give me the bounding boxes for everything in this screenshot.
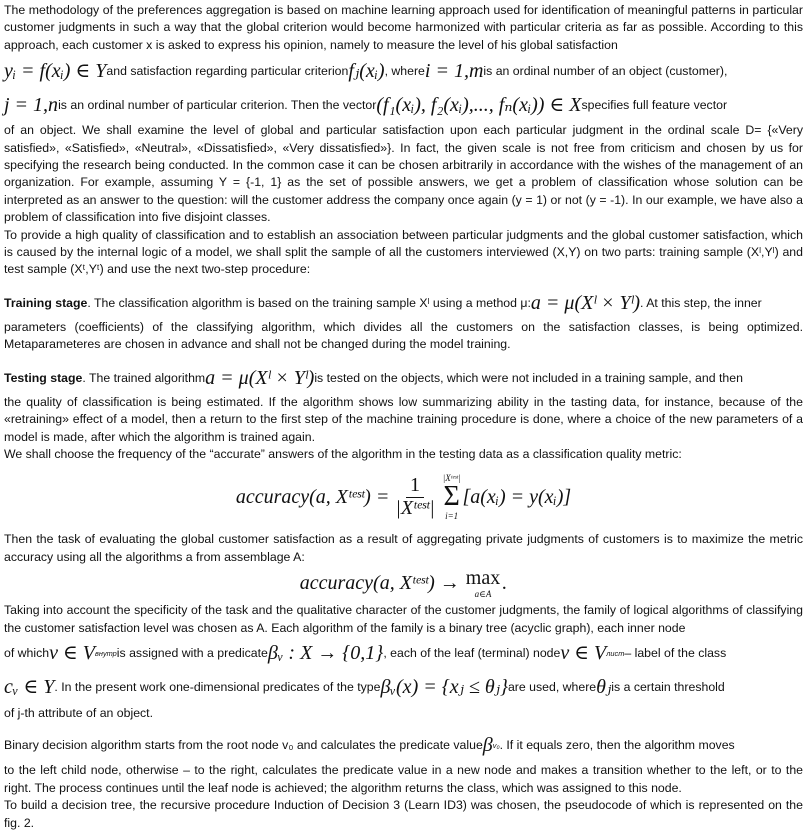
max-label: max (465, 567, 501, 590)
max-operator (466, 568, 500, 600)
equation-maximize (4, 566, 803, 602)
text-fragment: specifies full feature vector (581, 97, 728, 112)
paragraph-logical-algorithms: Taking into account the specificity of the task and the qualitative character of the customer judgments, the family of logical algorithms of classifying the customer satisfaction level was chosen as A. Each algorithm of the family is a binary tree (acyclic graph), each inner node (4, 603, 803, 635)
paragraph-tree-traversal: to the left child node, otherwise – to the right, calculates the predicate value in a new node and makes a transition whether to the left, or to the right. The process continues until the leaf node is achieved; the algorithm returns the class, which was assigned to this node. (4, 763, 803, 795)
text-fragment: is an ordinal number of particular criterion. Then the vector (58, 97, 377, 112)
paragraph-id3: To build a decision tree, the recursive procedure Induction of Decision 3 (Learn ID3) was chosen, the pseudocode of which is represented on the fig. 2. (4, 798, 803, 830)
summation-body: [a(xᵢ) = y(xᵢ)] (462, 485, 572, 508)
formula-index-j: j = 1,n (4, 93, 59, 116)
text-fragment: . At this step, the inner (640, 296, 762, 311)
formula-threshold-predicate: βᵥ(x) = {xⱼ ≤ θⱼ} (380, 676, 508, 699)
subscript-leaf: лист (606, 649, 625, 659)
summation-sigma: Σ (443, 481, 460, 513)
text-fragment: is tested on the objects, which were not included in a training sample, and then (314, 370, 743, 385)
formula-class-label: cᵥ ∈ Y (4, 676, 55, 699)
heading-training-stage: Training stage (4, 296, 88, 311)
formula-training-method: a = μ(Xˡ × Yˡ) (530, 292, 641, 315)
paragraph-sample-split: To provide a high quality of classification and to establish an association between particular judgments and the global customer satisfaction, which is caused by the internal logic of a model, we shall split the sample of all the customers interviewed (X,Y) on two parts: training sample (Xˡ,Yˡ) and test sample (Xᵗ,Yᵗ) and use the next two-step procedure: (4, 227, 803, 277)
text-fragment: is assigned with a predicate (116, 646, 268, 661)
max-subscript: a∈A (474, 589, 492, 600)
line-feature-vector (4, 88, 803, 122)
formula-predicate: βᵥ : X → {0,1} (267, 642, 384, 665)
fraction-denominator: |Xᵗᵉˢᵗ| (395, 496, 435, 519)
formula-inner-node: v ∈ V (49, 642, 96, 665)
paragraph-metric-choice: We shall choose the frequency of the “accurate” answers of the algorithm in the testing data as a classification quality metric: (4, 446, 682, 461)
formula-theta: θⱼ (596, 676, 612, 699)
line-jth-attribute: of j-th attribute of an object. (4, 705, 154, 720)
equation-maximize-lhs: accuracy(a, Xᵗᵉˢᵗ) → (299, 572, 460, 595)
formula-trained-algorithm: a = μ(Xˡ × Yˡ) (205, 366, 315, 389)
formula-feature-vector: (f₁(xᵢ), f₂(xᵢ),..., fₙ(xᵢ)) ∈ X (376, 93, 582, 116)
paragraph-maximize-metric: Then the task of evaluating the global customer satisfaction as a result of aggregating private judgments of customers is to maximize the metric accuracy using all the algorithms a from assemblage A: (4, 532, 803, 564)
text-fragment: is an ordinal number of an object (customer), (483, 63, 728, 78)
line-inner-node (4, 637, 803, 671)
equation-end: . (502, 572, 508, 595)
equation-fraction (395, 474, 435, 519)
formula-particular-criterion: fⱼ(xᵢ) (348, 59, 385, 82)
text-fragment: , each of the leaf (terminal) node (383, 646, 561, 661)
equation-accuracy-lhs: accuracy(a, Xᵗᵉˢᵗ) = (235, 485, 390, 508)
equation-accuracy (4, 463, 803, 531)
formula-root-predicate: β (482, 733, 493, 756)
summation-upper-limit: |Xᵗᵉˢᵗ| (442, 473, 461, 484)
text-fragment: . In the present work one-dimensional predicates of the type (54, 680, 381, 695)
paragraph-ordinal-scale: of an object. We shall examine the level of global and particular satisfaction upon each particular judgment in the ordinal scale D= {«Very satisfied», «Satisfied», «Neutral», «Dissatisfied», «Very dissatisfied»}. In fact, the given scale is not free from criticism and chosen by us for specifying the research being conducted. In the common case it can be chosen arbitrarily in accordance with the wishes of the management of an organization. For example, assuming Y = {-1, 1} as the set of possible answers, we get a problem of classification whose solution can be interpreted as an answer to the question: will the customer address the company once again (y = 1) or not (y = -1). In our example, we have also a problem of classification into five disjoint classes. (4, 123, 803, 225)
text-fragment: . The trained algorithm (82, 370, 206, 385)
text-fragment: is a certain threshold (611, 680, 725, 695)
text-fragment: of which (4, 646, 50, 661)
summation (443, 472, 461, 522)
line-binary-decision (4, 728, 803, 762)
paragraph-testing-stage: the quality of classification is being estimated. If the algorithm shows low summarizing ability in the tasting data, for instance, because of the «retraining» effect of a model, then a return to the first step of the machine training procedure is done, where a choice of the new parameters of a model is made, after which the algorithm is trained again. (4, 394, 803, 444)
formula-global-satisfaction: yᵢ = f(xᵢ) ∈ Y (4, 59, 107, 82)
subscript-root: v₀ (492, 740, 500, 750)
line-predicates (4, 671, 803, 705)
text-fragment: and satisfaction regarding particular criterion (106, 63, 349, 78)
line-global-satisfaction (4, 54, 803, 88)
text-fragment: , where (384, 63, 425, 78)
text-fragment: . The classification algorithm is based on the training sample Xˡ using a method μ: (87, 296, 531, 311)
text-fragment: . If it equals zero, then the algorithm moves (499, 737, 735, 752)
subscript-inner: внутр (95, 649, 117, 659)
text-fragment: – label of the class (624, 646, 727, 661)
heading-testing-stage: Testing stage (4, 370, 83, 385)
fraction-numerator: 1 (406, 477, 424, 497)
formula-index-i: i = 1,m (424, 59, 484, 82)
line-training-stage (4, 289, 803, 319)
paragraph-training-stage: parameters (coefficients) of the classifying algorithm, which divides all the customers on the satisfaction classes, is being optimized. Metaparameteres are chosen in advance and shall not be changed during the model training. (4, 319, 803, 352)
paragraph-methodology: The methodology of the preferences aggregation is based on machine learning approach used for identification of meaningful patterns in particular customer judgments in such a way that the global criterion would become harmonized with particular criteria as far as possible. According to this approach, each customer x is asked to express his opinion, namely to measure the level of his global satisfaction (4, 3, 803, 52)
line-testing-stage (4, 364, 803, 394)
summation-lower-limit: i=1 (445, 511, 459, 522)
text-fragment: Binary decision algorithm starts from the root node v₀ and calculates the predicate value (4, 737, 483, 752)
formula-leaf-node: v ∈ V (560, 642, 607, 665)
text-fragment: are used, where (507, 680, 597, 695)
